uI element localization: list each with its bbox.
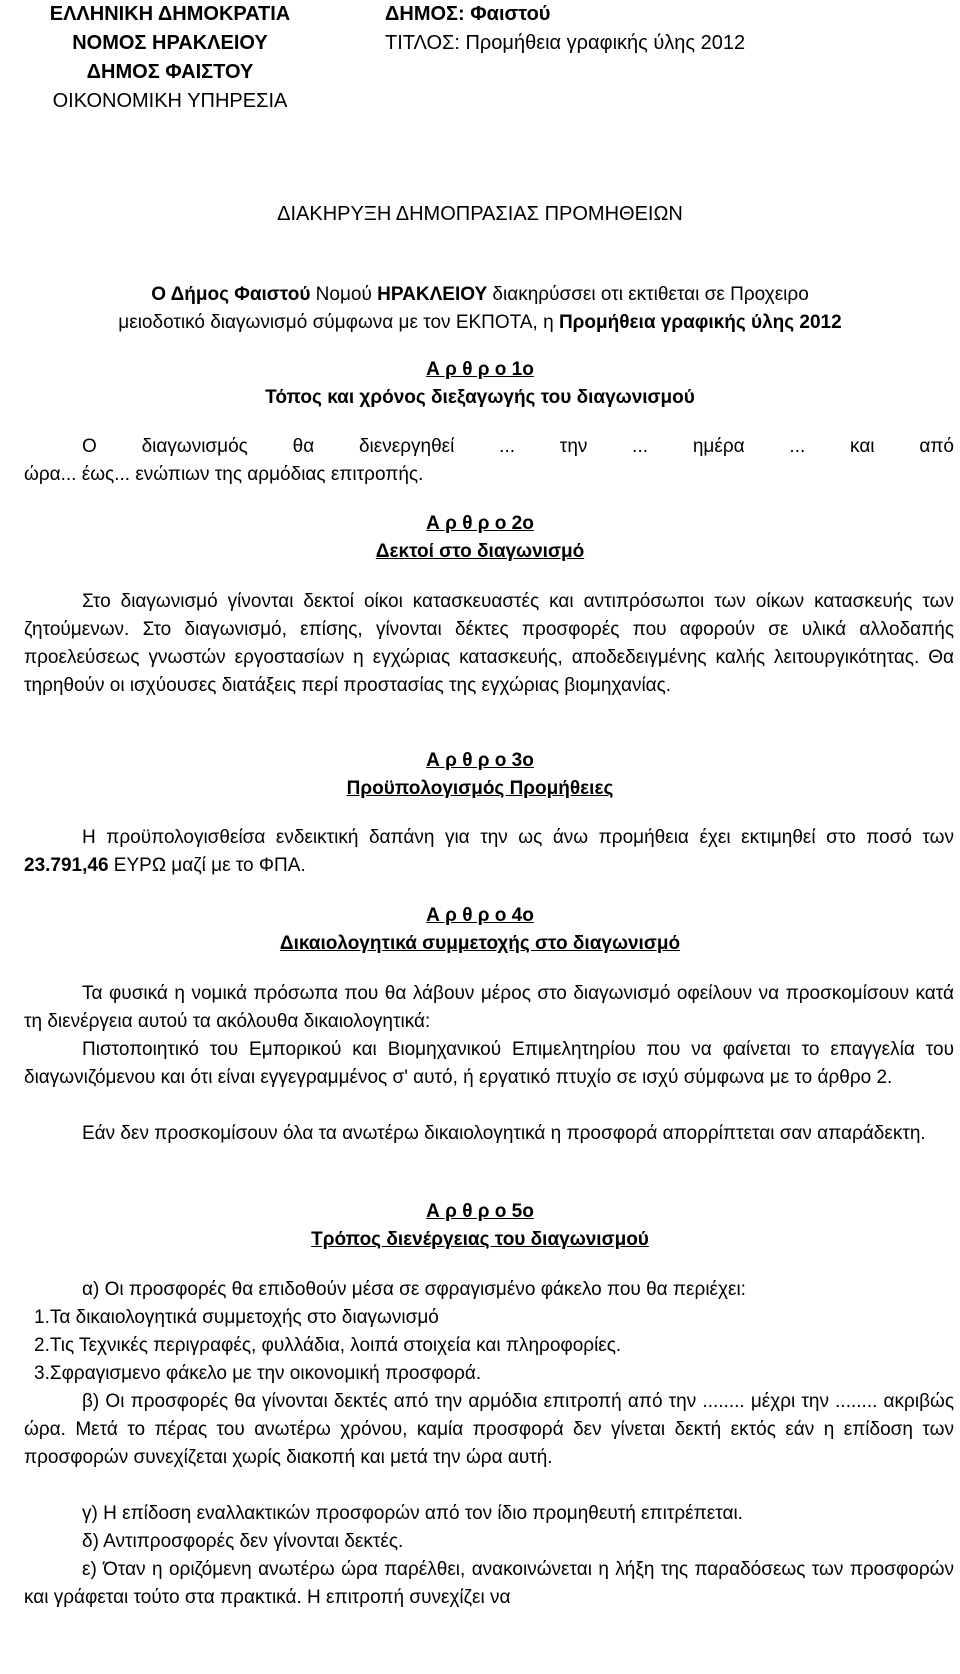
article-5-item-c: γ) Η επίδοση εναλλακτικών προσφορών από τον ίδιο προμηθευτή επιτρέπεται.: [82, 1503, 743, 1524]
article-number: Α ρ θ ρ ο 3ο: [426, 750, 534, 771]
issuer-line: ΟΙΚΟΝΟΜΙΚΗ ΥΠΗΡΕΣΙΑ: [52, 90, 288, 112]
list-item: 3.Σφραγισμενο φάκελο με την οικονομική προσφορά.: [34, 1363, 482, 1384]
article-4-paragraph: Τα φυσικά η νομικά πρόσωπα που θα λάβουν μέρος στο διαγωνισμό οφείλουν να προσκομίσουν κατά τη διενέργεια αυτού τα ακόλουθα δικαιολογητικά:: [24, 983, 954, 1032]
intro-line-2: [0, 309, 960, 337]
intro-rest: διακηρύσσει οτι εκτιθεται σε Προχειρο: [487, 284, 809, 305]
article-3-text: [24, 824, 954, 880]
intro-dimos: Δήμος Φαιστού: [170, 284, 311, 305]
header-right-block: [385, 0, 745, 58]
article-1-line-2: ώρα... έως... ενώπιων της αρμόδιας επιτροπής.: [24, 464, 424, 485]
article-5-item-e: ε) Όταν η οριζόμενη ανωτέρω ώρα παρέλθει, ανακοινώνεται η λήξη της παραδόσεως των προσφορών και γράφεται τούτο στα πρακτικά. Η επιτροπή συνεχίζει να: [24, 1559, 954, 1608]
article-title: Προϋπολογισμός Προμήθειες: [346, 778, 614, 799]
article-title: Τόπος και χρόνος διεξαγωγής του διαγωνισμού: [265, 387, 695, 408]
intro-iraklioy: ΗΡΑΚΛΕΙΟΥ: [377, 284, 488, 305]
article-5-item-d: δ) Αντιπροσφορές δεν γίνονται δεκτές.: [82, 1531, 404, 1552]
list-item: 1.Τα δικαιολογητικά συμμετοχής στο διαγωνισμό: [34, 1307, 439, 1328]
article-5-item-b: β) Οι προσφορές θα γίνονται δεκτές από την αρμόδια επιτροπή από την ........ μέχρι την ........ ακριβώς ώρα. Μετά το πέρας του ανωτέρω χρόνου, καμία προσφορά δεν γίνεται δεκτή εκτός εάν η επίδοση των προσφορών συνεχίζεται χωρίς διακοπή και μετά την ώρα αυτή.: [24, 1391, 954, 1468]
intro-line-1: [0, 281, 960, 309]
article-5-item-a: α) Οι προσφορές θα επιδοθούν μέσα σε σφραγισμένο φάκελο που θα περιέχει:: [82, 1279, 746, 1300]
issuer-line: ΝΟΜΟΣ ΗΡΑΚΛΕΙΟΥ: [72, 32, 268, 54]
article-number: Α ρ θ ρ ο 4ο: [426, 905, 534, 926]
article-number: Α ρ θ ρ ο 5ο: [426, 1201, 534, 1222]
article-4-paragraph: Πιστοποιητικό του Εμπορικού και Βιομηχανικού Επιμελητηρίου που να φαίνεται το επαγγελία του διαγωνιζόμενου και ότι είναι εγγεγραμμένος σ' αυτό, ή εργατικό πτυχίο σε ισχύ σύμφωνα με το άρθρο 2.: [24, 1039, 954, 1088]
intro-o: Ο: [151, 284, 171, 305]
budget-amount: 23.791,46: [24, 855, 109, 876]
intro-rest-2: μειοδοτικό διαγωνισμό σύμφωνα με τον ΕΚΠΟΤΑ, η: [118, 312, 559, 333]
article-1-line-1: Ο διαγωνισμός θα διενεργηθεί ... την ... ημέρα ... και από: [82, 436, 954, 457]
article-title: Δικαιολογητικά συμμετοχής στο διαγωνισμό: [279, 933, 681, 954]
issuer-block: [20, 0, 320, 116]
article-3-text-a: Η προϋπολογισθείσα ενδεικτική δαπάνη για την ως άνω προμήθεια έχει εκτιμηθεί στο ποσό των: [82, 827, 954, 848]
issuer-line: ΕΛΛΗΝΙΚΗ ΔΗΜΟΚΡΑΤΙΑ: [49, 3, 291, 25]
municipality-label: ΔΗΜΟΣ: Φαιστού: [385, 3, 551, 25]
issuer-line: ΔΗΜΟΣ ΦΑΙΣΤΟΥ: [86, 61, 254, 83]
document-title: ΔΙΑΚΗΡΥΞΗ ΔΗΜΟΠΡΑΣΙΑΣ ΠΡΟΜΗΘΕΙΩΝ: [277, 203, 683, 225]
article-title: Τρόπος διενέργειας του διαγωνισμού: [311, 1229, 649, 1250]
document-title-label: ΤΙΤΛΟΣ: Προμήθεια γραφικής ύλης 2012: [385, 32, 746, 54]
article-3-text-b: ΕΥΡΩ μαζί με το ΦΠΑ.: [108, 855, 306, 876]
article-number: Α ρ θ ρ ο 1ο: [426, 359, 534, 380]
list-item: 2.Τις Τεχνικές περιγραφές, φυλλάδια, λοιπά στοιχεία και πληροφορίες.: [34, 1335, 622, 1356]
article-number: Α ρ θ ρ ο 2ο: [426, 513, 534, 534]
article-2-text: Στο διαγωνισμό γίνονται δεκτοί οίκοι κατασκευαστές και αντιπρόσωποι των οίκων κατασκευής των ζητούμενων. Στο διαγωνισμό, επίσης, γίνονται δέκτες προσφορές που αφορούν σε υλικά αλλοδαπής προελεύσεως γνωστών εργοστασίων η εγχώριας κατασκευής, αποδεδειγμένης καλής λειτουργικότητας. Θα τηρηθούν οι ισχύουσες διατάξεις περί προστασίας της εγχώριας βιομηχανίας.: [24, 591, 954, 696]
intro-nomou: Νομού: [310, 284, 378, 305]
intro-item: Προμήθεια γραφικής ύλης 2012: [558, 312, 842, 333]
article-4-paragraph: Εάν δεν προσκομίσουν όλα τα ανωτέρω δικαιολογητικά η προσφορά απορρίπτεται σαν απαράδεκτη.: [82, 1123, 926, 1144]
article-title: Δεκτοί στο διαγωνισμό: [375, 541, 585, 562]
